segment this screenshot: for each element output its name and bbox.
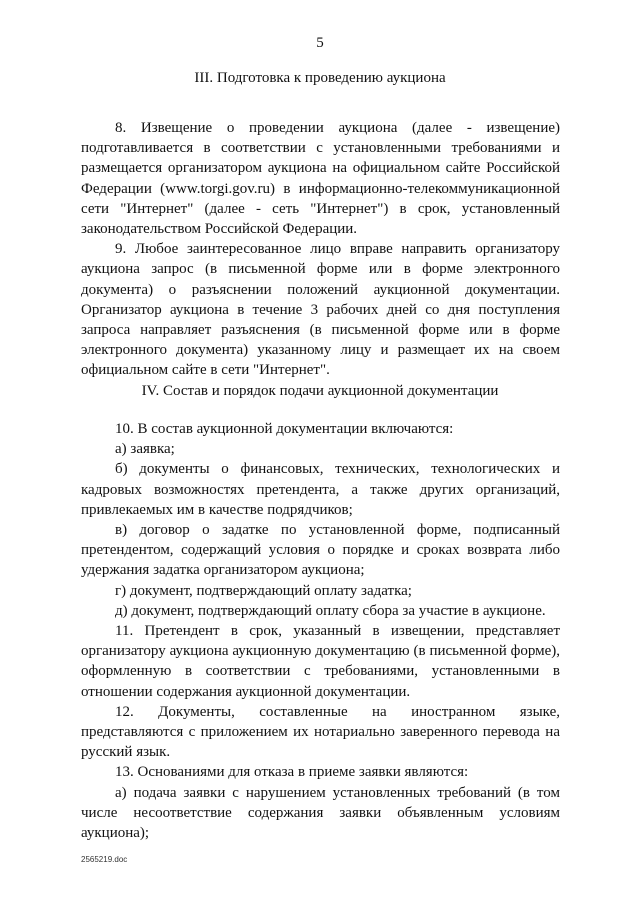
list-item-d: д) документ, подтверждающий оплату сбора за участие в аукционе.	[115, 602, 546, 619]
list-item-a: а) заявка;	[115, 441, 175, 458]
paragraph-8: 8. Извещение о проведении аукциона (далее - извещение) подготавливается в соответствии с установленными требованиями и размещается организатором аукциона на официальном сайте Российской Федерации (www.torgi.gov.ru) в информационно-телекоммуникационной сети "Интернет" (далее - сеть "Интернет") в срок, установленный законодательством Российской Федерации.	[81, 120, 560, 238]
document-filename: 2565219.doc	[81, 855, 128, 864]
page-number: 5	[316, 35, 324, 51]
list-item-g: г) документ, подтверждающий оплату задатка;	[115, 582, 412, 599]
paragraph-12: 12. Документы, составленные на иностранном языке, представляются с приложением их нотариально заверенного перевода на русский язык.	[81, 703, 560, 761]
section-3-body	[81, 118, 560, 381]
paragraph-11: 11. Претендент в срок, указанный в извещении, представляет организатору аукциона аукционную документацию (в письменной форме), оформленную в соответствии с требованиями, установленными в отношении содержания аукционной документации.	[81, 623, 560, 700]
section-4-body	[81, 419, 560, 843]
list-item-13-a: а) подача заявки с нарушением установленных требований (в том числе несоответствие содержания заявки объявленным условиям аукциона);	[81, 784, 560, 842]
section-4-heading: IV. Состав и порядок подачи аукционной документации	[141, 383, 499, 399]
paragraph-13: 13. Основаниями для отказа в приеме заявки являются:	[115, 764, 469, 781]
list-item-b: б) документы о финансовых, технических, технологических и кадровых возможностях претендента, а также других организаций, привлекаемых им в качестве подрядчиков;	[81, 461, 560, 518]
section-3-heading: III. Подготовка к проведению аукциона	[194, 70, 446, 86]
list-item-v: в) договор о задатке по установленной форме, подписанный претендентом, содержащий условия о порядке и сроках возврата либо удержания задатка организатором аукциона;	[81, 522, 560, 579]
paragraph-10: 10. В состав аукционной документации включаются:	[115, 421, 454, 437]
paragraph-9: 9. Любое заинтересованное лицо вправе направить организатору аукциона запрос (в письменной форме или в форме электронного документа) о разъяснении положений аукционной документации. Организатор аукциона в течение 3 рабочих дней со дня поступления запроса направляет разъяснения (в письменной форме или в форме электронного документа) указанному лицу и размещает их на своем официальном сайте в сети "Интернет".	[81, 241, 560, 379]
